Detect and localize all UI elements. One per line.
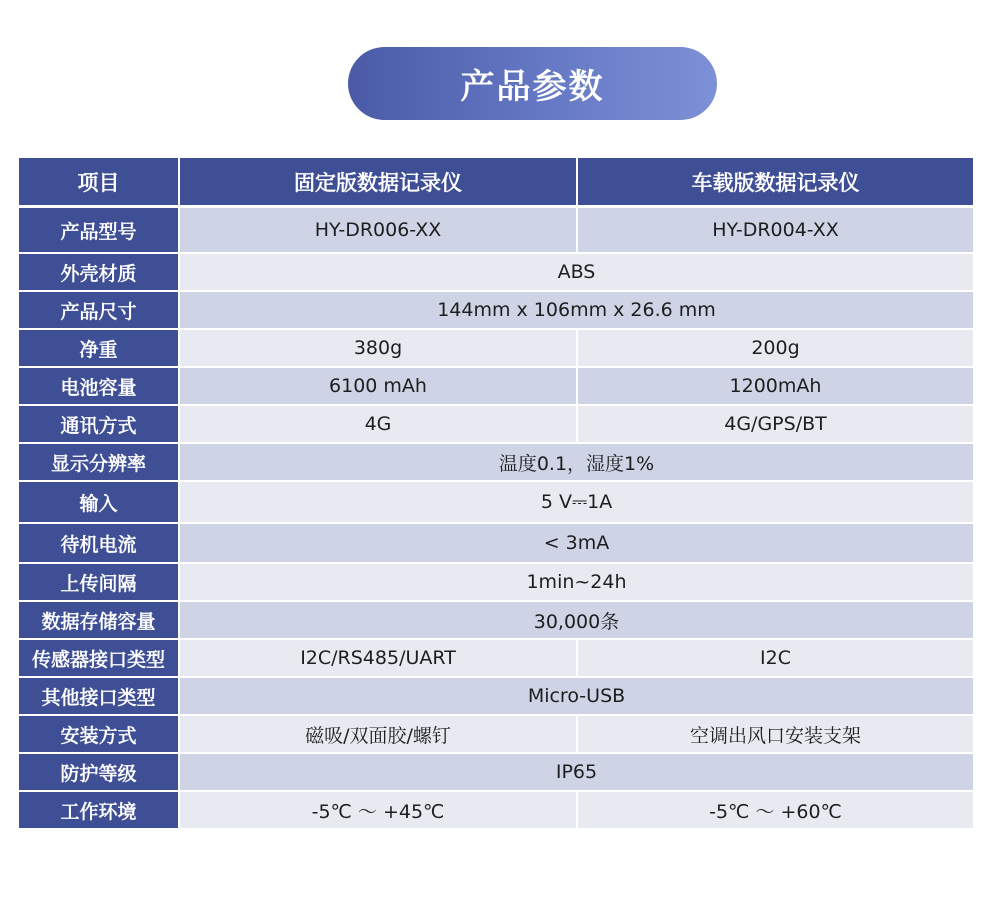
row-value-fixed: HY-DR006-XX [180,208,578,254]
row-label: 上传间隔 [19,564,180,602]
row-label: 显示分辨率 [19,444,180,482]
row-value-vehicle: I2C [578,640,973,678]
row-label: 安装方式 [19,716,180,754]
row-label: 数据存储容量 [19,602,180,640]
row-label: 产品尺寸 [19,292,180,330]
row-label: 产品型号 [19,208,180,254]
header-fixed-logger: 固定版数据记录仪 [180,158,578,208]
row-value-shared: IP65 [180,754,973,792]
row-value-fixed: 4G [180,406,578,444]
row-value-shared: 30,000条 [180,602,973,640]
row-label: 待机电流 [19,524,180,564]
row-value-vehicle: 1200mAh [578,368,973,406]
title-banner [348,47,717,120]
row-value-fixed: 6100 mAh [180,368,578,406]
row-label: 净重 [19,330,180,368]
row-value-vehicle: 4G/GPS/BT [578,406,973,444]
row-label: 工作环境 [19,792,180,830]
row-value-vehicle: -5℃ ～ +60℃ [578,792,973,830]
row-label: 其他接口类型 [19,678,180,716]
header-item: 项目 [19,158,180,208]
row-value-vehicle: 空调出风口安装支架 [578,716,973,754]
header-vehicle-logger: 车载版数据记录仪 [578,158,973,208]
row-label: 外壳材质 [19,254,180,292]
row-value-shared: 5 V⎓1A [180,482,973,524]
row-value-fixed: -5℃ ～ +45℃ [180,792,578,830]
row-value-shared: ABS [180,254,973,292]
row-label: 防护等级 [19,754,180,792]
row-value-shared: 1min~24h [180,564,973,602]
row-label: 传感器接口类型 [19,640,180,678]
row-value-fixed: 380g [180,330,578,368]
row-value-fixed: I2C/RS485/UART [180,640,578,678]
row-value-shared: Micro-USB [180,678,973,716]
page-title: 产品参数 [460,67,605,107]
spec-table [19,158,973,830]
row-value-shared: < 3mA [180,524,973,564]
row-value-shared: 144mm x 106mm x 26.6 mm [180,292,973,330]
row-label: 电池容量 [19,368,180,406]
row-label: 通讯方式 [19,406,180,444]
row-value-fixed: 磁吸/双面胶/螺钉 [180,716,578,754]
row-value-vehicle: HY-DR004-XX [578,208,973,254]
row-value-shared: 温度0.1，湿度1% [180,444,973,482]
row-label: 输入 [19,482,180,524]
row-value-vehicle: 200g [578,330,973,368]
